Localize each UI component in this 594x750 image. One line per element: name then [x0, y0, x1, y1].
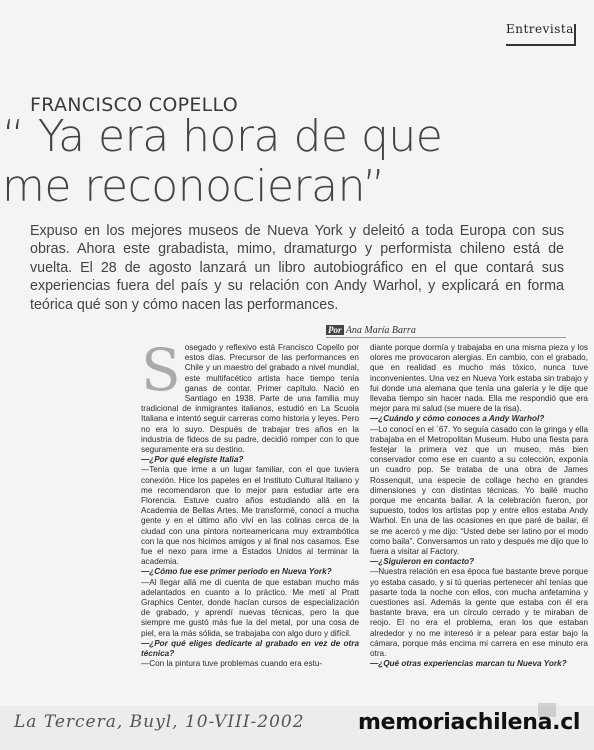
answer: —Al llegar allá me di cuenta de que estaban mucho más adelantados en cuanto a lo práctico. Me metí al Pratt Graphics Center, donde hacían cursos de especialización de grabado, y aprendí nuevas técnicas, pero la que siempre me gustó más fue la del metal, por una cosa de piel, era la más sólida, se trabajaba con algo duro y difícil.	[141, 577, 359, 638]
headline-line-1: “ Ya era hora de que	[2, 111, 443, 162]
byline	[326, 325, 416, 336]
question: —¿Qué otras experiencias marcan tu Nueva York?	[370, 659, 567, 669]
answer: —Con la pintura tuve problemas cuando era estu-	[141, 659, 323, 669]
handwritten-source-note: La Tercera, Buyl, 10-VIII-2002	[14, 712, 305, 732]
answer: —Lo conocí en el ´67. Yo seguía casado con la gringa y ella trabajaba en el Metropolitan Museum. Hubo una fiesta para festejar la primera vez que un museo, más bien conservador como ese en cuanto a su colección, exponía un cuadro pop. Se trataba de una obra de James Rossenquit, una especie de collage hecho en grandes dimensiones y con distintas técnicas. Yo bailé mucho porque me encanta bailar. A la celebración fueron, por supuesto, todos los artistas pop y entre ellos estaba Andy Warhol. En una de las ocasiones en que paré de bailar, él se me acercó y me dijo: “Usted debe ser latino por el modo como baila”. Conversamos un rato y después me dijo que lo fuera a visitar al Factory.	[370, 424, 588, 557]
question: —¿Por qué eliges dedicarte al grabado en vez de otra técnica?	[141, 638, 359, 659]
byline-rule	[326, 337, 566, 338]
watermark: memoriachilena.cl	[358, 710, 581, 735]
question: —¿Cuándo y cómo conoces a Andy Warhol?	[370, 414, 545, 424]
headline	[2, 112, 562, 212]
question: —¿Por qué elegiste Italia?	[141, 455, 244, 465]
section-rule	[506, 44, 576, 46]
section-label: Entrevista	[506, 22, 574, 36]
section-tag	[506, 22, 576, 46]
dek: Expuso en los mejores museos de Nueva York y deleitó a toda Europa con sus obras. Ahora este grabadista, mimo, dramaturgo y performista chileno está de vuelta. El 28 de agosto lanzará un libro autobiográfico en el que contará sus experiencias fuera del país y su relación con Andy Warhol, y explicará en forma teórica qué son y cómo nacen las performances.	[30, 223, 564, 313]
byline-prefix: Por	[328, 325, 342, 335]
section-vrule	[574, 24, 576, 46]
article-column-2	[370, 343, 588, 670]
answer: —Nuestra relación en esa época fue bastante breve porque yo estaba casado, y si tú querias pertenecer ahí tenías que pasarte toda la noche con ellos, con mucha anfetamina y cuestiones así. Además la gente que estaba con él era bastante brava, era un círculo cerrado y te miraban de reojo. El no era el problema, eran los que estaban alrededor y no me interesó ir a pelear para estar bajo la cámara, porque más encima mi carrera en ese minuto era otra.	[370, 567, 588, 659]
answer: —Tenía que irme a un lugar familiar, con el que tuviera conexión. Hice los papeles en el Instituto Cultural Italiano y me recomendaron que lo mejor para estudiar arte era Florencia. Estuve cuatro años estudiando allá en la Academia de Bellas Artes. Me transformé, conocí a mucha gente y en el último año viví en las colinas cerca de la ciudad con una pintora norteamericana muy extrambótica con la que nos hicimos amigos y al final nos casamos. Ese fue el nexo para irme a Estados Unidos al terminar la academia.	[141, 465, 359, 567]
headline-line-2: me reconocieran”	[2, 161, 385, 212]
question: —¿Cómo fue ese primer periodo en Nueva York?	[141, 567, 332, 577]
paragraph: osegado y reflexivo está Francisco Copello por estos días. Precursor de las performances en Chile y un maestro del grabado a nivel mundial, este multifacético artista hace tiempo tenía ganas de contar. Primer capítulo. Nació en Santiago en 1938. Parte de una familia muy tradicional de inmigrantes italianos, estudió en La Scuola Italiana e intentó seguir carreras como historia y leyes. Pero no era lo suyo. Después de trabajar tres años en la industria de fideos de su padre, decidió romper con lo que seguramente era su destino.	[141, 343, 359, 455]
byline-author: Ana María Barra	[345, 325, 416, 336]
paragraph: diante porque dormía y trabajaba en una misma pieza y los olores me provocaron alergias. En cambio, con el grabado, que en realidad es mucho más tóxico, nunca tuve inconvenientes. Una vez en Nueva York estaba sin trabajo y fui donde una alemana que tenía una galería y le dije que llevaba tiempo sin hacer nada. Ella me respondió que era mejor para mi salud (se muere de la risa).	[370, 343, 589, 414]
article-column-1	[141, 336, 359, 670]
question: —¿Siguieron en contacto?	[370, 557, 475, 567]
drop-cap: S	[141, 336, 181, 404]
kicker: FRANCISCO COPELLO	[30, 94, 238, 116]
